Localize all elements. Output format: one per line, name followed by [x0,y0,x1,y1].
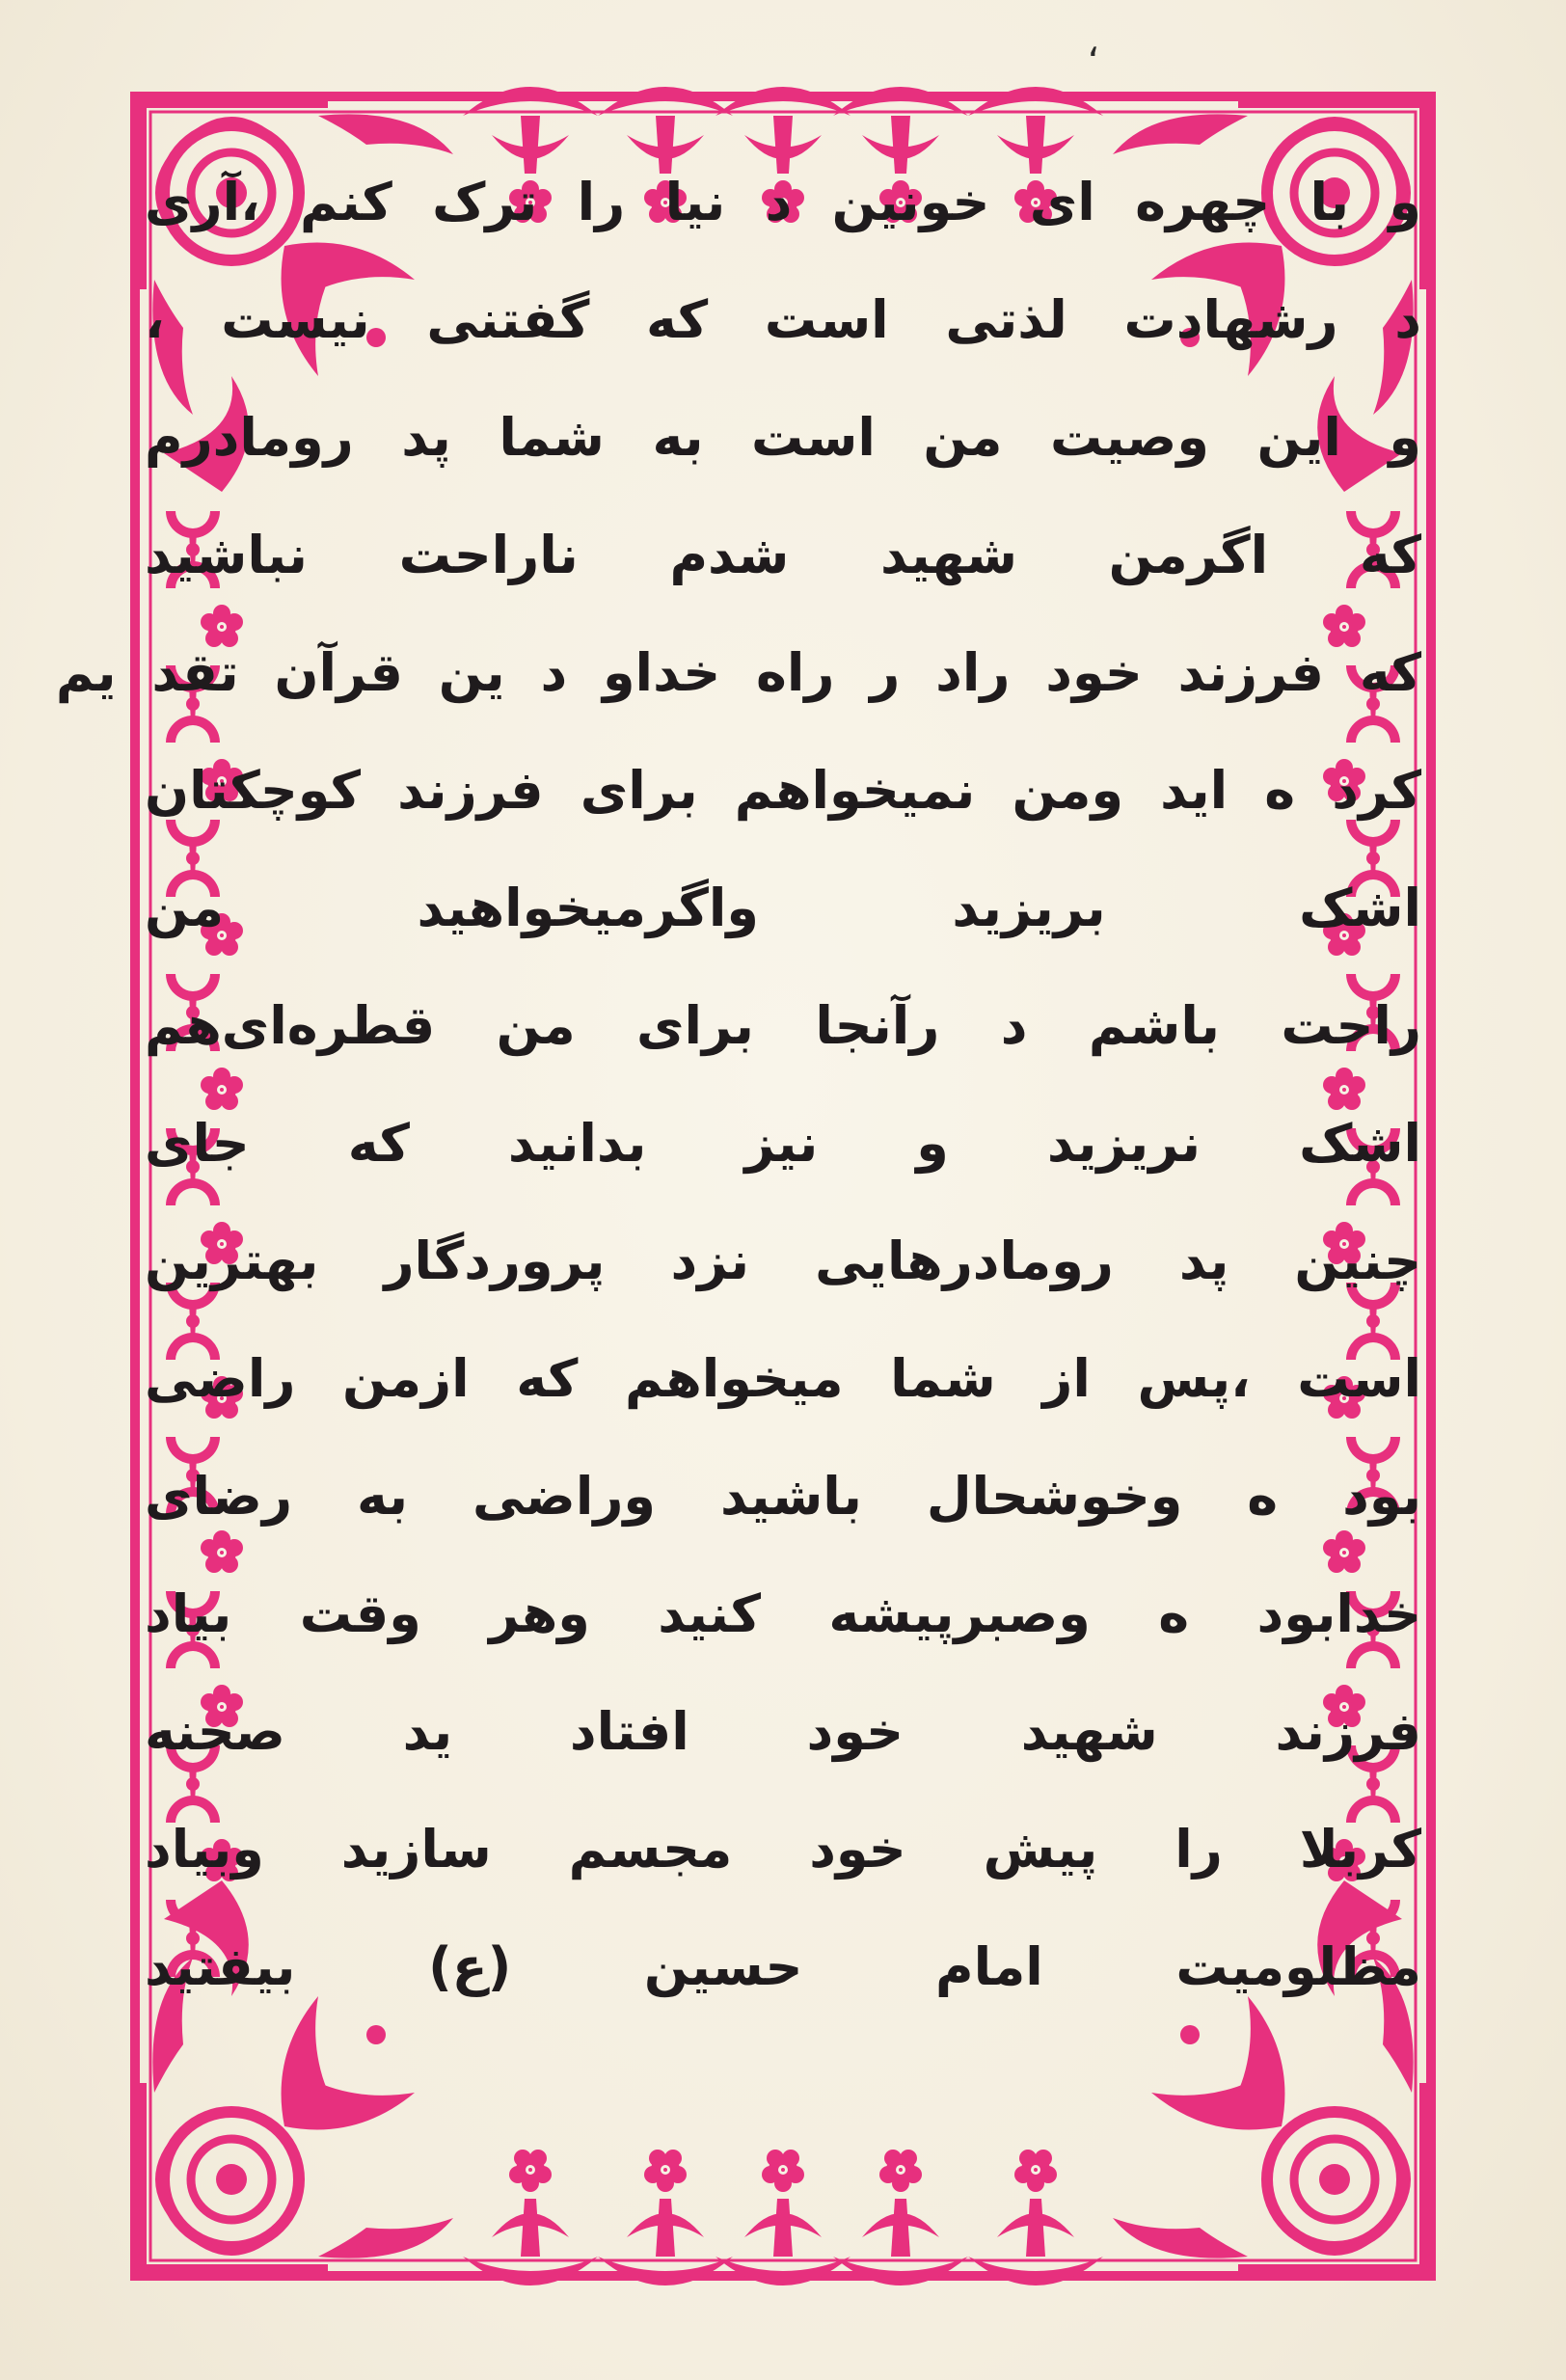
text-line-7: اشک بریزید واگرمیخواهید من [145,878,1421,938]
text-line-15: کربلا را پیش خود مجسم سازید وبیاد [145,1819,1421,1880]
text-line-3: و این وصیت من است به شما پد رومادرم [145,407,1421,468]
text-line-13: خدابود ه وصبرپیشه کنید وهر وقت بیاد [145,1583,1421,1644]
text-line-2: د رشهادت لذتی است که گفتنی نیست ، [145,289,1421,350]
text-line-6: کرد ه اید ومن نمیخواهم برای فرزند کوچکتان [145,760,1421,821]
top-mark: ، [1087,21,1099,66]
text-line-11: است ،پس از شما میخواهم که ازمن راضی [145,1348,1421,1409]
text-line-1: و با چهره ای خونین د نیا را ترک کنم ،آری [145,172,1421,232]
will-text-panel [55,164,1421,2015]
text-line-5: که فرزند خود راد ر راه خداو د ین قرآن تقد یم [55,642,1421,703]
text-line-9: اشک نریزید و نیز بدانید که جای [145,1113,1421,1174]
text-line-8: راحت باشم د رآنجا برای من قطره‌ای‌هم [145,995,1421,1056]
text-line-12: بود ه وخوشحال باشید وراضی به رضای [145,1466,1421,1527]
text-line-14: فرزند شهید خود افتاد ید صحنه [145,1701,1421,1762]
text-line-10: چنین پد رومادرهایی نزد پروردگار بهترین [145,1231,1421,1291]
text-line-16: مظلومیت امام حسین (ع) بیفتید [145,1936,1421,1997]
text-line-4: که اگرمن شهید شدم ناراحت نباشید [145,525,1421,585]
